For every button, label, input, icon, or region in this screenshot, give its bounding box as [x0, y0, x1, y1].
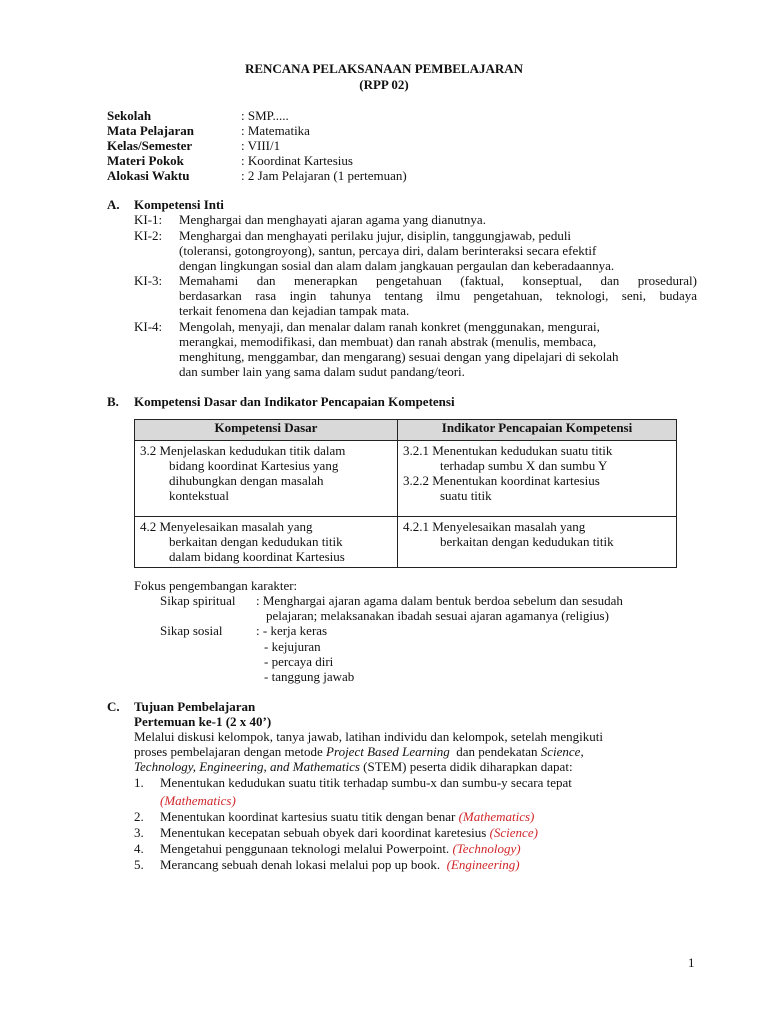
competency-table — [134, 419, 677, 568]
goal-text — [160, 841, 521, 856]
cell-line: bidang koordinat Kartesius yang — [169, 458, 339, 473]
identity-value: : SMP..... — [241, 108, 289, 123]
ki-text: Menghargai dan menghayati ajaran agama yang dianutnya. — [179, 212, 486, 227]
goal-tag: (Technology) — [452, 841, 521, 856]
table-header-ipk: Indikator Pencapaian Kompetensi — [398, 420, 677, 441]
intro-segment: proses pembelajaran dengan metode — [134, 744, 327, 759]
table-cell-ipk — [398, 517, 677, 568]
cell-line: terhadap sumbu X dan sumbu Y — [440, 458, 608, 473]
intro-approach: Science, — [540, 744, 584, 759]
page-number: 1 — [688, 955, 695, 970]
ki-text: Mengolah, menyaji, dan menalar dalam ranah konkret (menggunakan, mengurai, — [179, 319, 600, 334]
sosial-item: - percaya diri — [264, 654, 334, 669]
goal-tag: (Mathematics) — [160, 793, 236, 808]
intro-text — [134, 759, 573, 774]
ki-code: KI-4: — [134, 319, 163, 334]
ki-code: KI-1: — [134, 212, 163, 227]
cell-line: berkaitan dengan kedudukan titik — [169, 534, 343, 549]
ki-text: Memahami dan menerapkan pengetahuan (faktual, konseptual, dan prosedural) — [179, 273, 697, 288]
section-heading: Kompetensi Dasar dan Indikator Pencapaian Kompetensi — [134, 394, 455, 409]
ki-text: terkait fenomena dan kejadian tampak mata. — [179, 303, 410, 318]
ki-text: menghitung, menggambar, dan mengarang) sesuai dengan yang dipelajari di sekolah — [179, 349, 619, 364]
goal-tag: (Engineering) — [446, 857, 520, 872]
document-title: RENCANA PELAKSANAAN PEMBELAJARAN — [244, 61, 524, 76]
intro-approach: Technology, Engineering, and Mathematics — [134, 759, 360, 774]
ki-text: dengan lingkungan sosial dan alam dalam jangkauan pergaulan dan keberadaannya. — [179, 258, 615, 273]
ki-code: KI-3: — [134, 273, 163, 288]
identity-label: Materi Pokok — [107, 153, 184, 168]
spiritual-label: Sikap spiritual — [160, 593, 236, 608]
section-letter: C. — [107, 699, 120, 714]
spiritual-text: pelajaran; melaksanakan ibadah sesuai ajaran agamanya (religius) — [266, 608, 609, 623]
goal-text-main: Mengetahui penggunaan teknologi melalui Powerpoint. — [160, 841, 453, 856]
section-heading: Tujuan Pembelajaran — [134, 699, 256, 714]
sosial-item: - tanggung jawab — [264, 669, 355, 684]
identity-label: Mata Pelajaran — [107, 123, 195, 138]
intro-segment: dan pendekatan — [449, 744, 541, 759]
ki-text: (toleransi, gotongroyong), santun, percaya diri, dalam berinteraksi secara efektif — [179, 243, 597, 258]
intro-segment: (STEM) peserta didik diharapkan dapat: — [359, 759, 573, 774]
cell-line: 4.2.1 Menyelesaikan masalah yang — [403, 519, 586, 534]
goal-text — [160, 857, 520, 872]
goal-number: 4. — [134, 841, 144, 856]
table-row — [135, 441, 677, 517]
table-row — [135, 517, 677, 568]
cell-line: dihubungkan dengan masalah — [169, 473, 324, 488]
intro-text: Melalui diskusi kelompok, tanya jawab, latihan individu dan kelompok, setelah mengikuti — [134, 729, 603, 744]
cell-line: 3.2 Menjelaskan kedudukan titik dalam — [140, 443, 346, 458]
identity-label: Sekolah — [107, 108, 152, 123]
identity-label: Kelas/Semester — [107, 138, 193, 153]
identity-value: : VIII/1 — [241, 138, 281, 153]
sosial-label: Sikap sosial — [160, 623, 223, 638]
goal-number: 5. — [134, 857, 144, 872]
table-cell-ipk — [398, 441, 677, 517]
goal-text-main: Menentukan koordinat kartesius suatu titik dengan benar — [160, 809, 459, 824]
intro-text — [134, 744, 584, 759]
spiritual-text: : Menghargai ajaran agama dalam bentuk berdoa sebelum dan sesudah — [256, 593, 623, 608]
cell-line: kontekstual — [169, 488, 229, 503]
section-letter: B. — [107, 394, 119, 409]
goal-text-main: Merancang sebuah denah lokasi melalui pop up book. — [160, 857, 447, 872]
goal-number: 1. — [134, 775, 144, 790]
sosial-item: : - kerja keras — [256, 623, 328, 638]
cell-line: suatu titik — [440, 488, 492, 503]
cell-line: berkaitan dengan kedudukan titik — [440, 534, 614, 549]
intro-method: Project Based Learning — [326, 744, 450, 759]
ki-text: dan sumber lain yang sama dalam sudut pandang/teori. — [179, 364, 465, 379]
goal-text-main: Menentukan kecepatan sebuah obyek dari koordinat karetesius — [160, 825, 490, 840]
goal-tag: (Science) — [489, 825, 538, 840]
identity-value: : 2 Jam Pelajaran (1 pertemuan) — [241, 168, 407, 183]
goal-text — [160, 825, 538, 840]
ki-text: berdasarkan rasa ingin tahunya tentang ilmu pengetahuan, teknologi, seni, budaya — [179, 288, 697, 303]
goal-text — [160, 809, 534, 824]
fokus-title: Fokus pengembangan karakter: — [134, 578, 298, 593]
section-letter: A. — [107, 197, 120, 212]
table-cell-kd — [135, 441, 398, 517]
cell-line: 4.2 Menyelesaikan masalah yang — [140, 519, 313, 534]
identity-value: : Koordinat Kartesius — [241, 153, 353, 168]
section-heading: Kompetensi Inti — [134, 197, 224, 212]
identity-label: Alokasi Waktu — [107, 168, 190, 183]
sosial-item: - kejujuran — [264, 639, 321, 654]
goal-tag: (Mathematics) — [458, 809, 535, 824]
table-cell-kd — [135, 517, 398, 568]
meeting-title: Pertemuan ke-1 (2 x 40’) — [134, 714, 272, 729]
goal-number: 2. — [134, 809, 144, 824]
ki-text: merangkai, memodifikasi, dan membuat) dan ranah abstrak (menulis, membaca, — [179, 334, 597, 349]
cell-line: 3.2.1 Menentukan kedudukan suatu titik — [403, 443, 613, 458]
goal-text: Menentukan kedudukan suatu titik terhadap sumbu-x dan sumbu-y secara tepat — [160, 775, 572, 790]
cell-line: dalam bidang koordinat Kartesius — [169, 549, 345, 564]
goal-number: 3. — [134, 825, 144, 840]
identity-value: : Matematika — [241, 123, 310, 138]
table-header-kd: Kompetensi Dasar — [135, 420, 398, 441]
cell-line: 3.2.2 Menentukan koordinat kartesius — [403, 473, 600, 488]
document-subtitle: (RPP 02) — [359, 77, 409, 92]
ki-code: KI-2: — [134, 228, 163, 243]
ki-text: Menghargai dan menghayati perilaku jujur, disiplin, tanggungjawab, peduli — [179, 228, 572, 243]
